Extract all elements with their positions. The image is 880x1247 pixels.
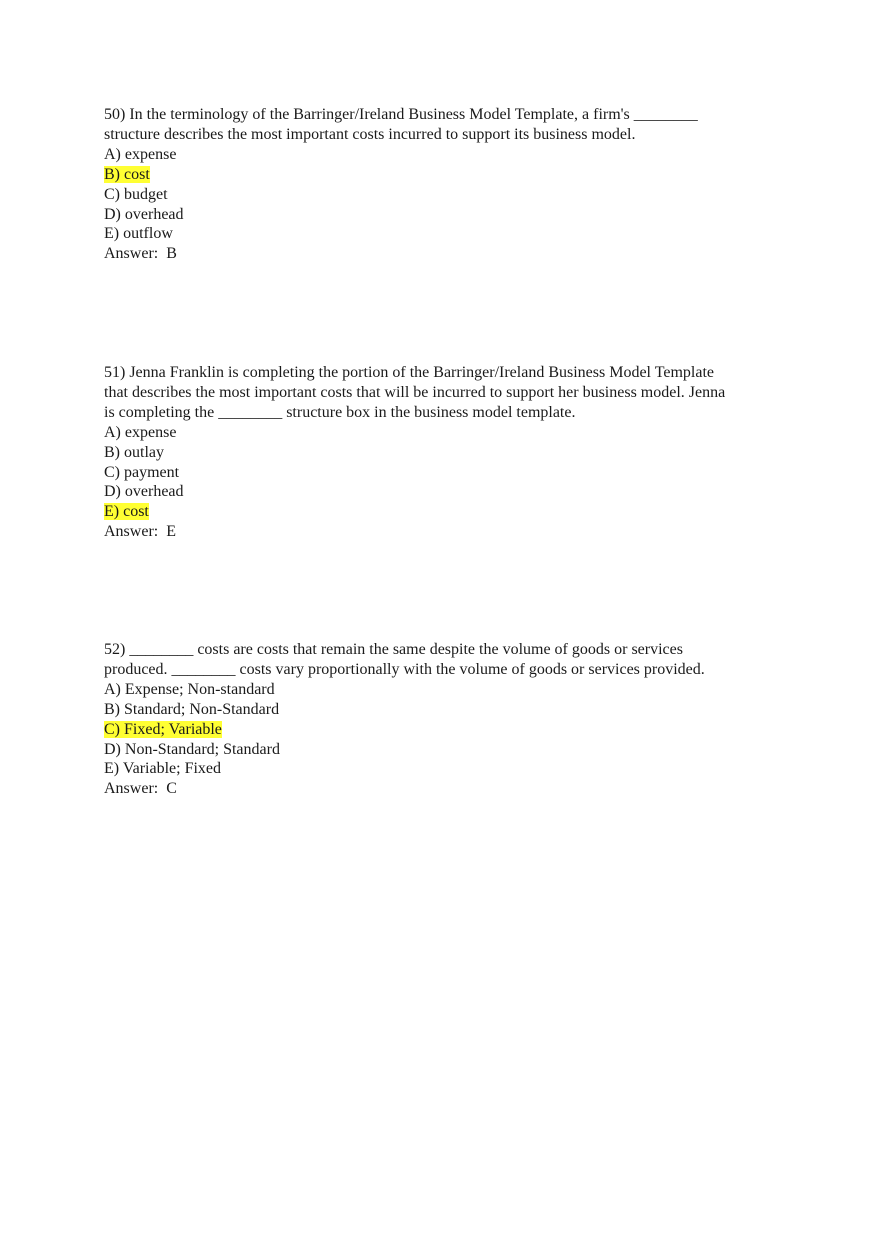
option-d: D) overhead (104, 483, 184, 501)
question-stem (104, 363, 784, 423)
stem-line: 50) In the terminology of the Barringer/Ireland Business Model Template, a firm's ________ (104, 106, 698, 123)
question-stem (104, 640, 784, 680)
option-c: C) budget (104, 185, 168, 203)
option-b: B) outlay (104, 443, 164, 461)
option-c-correct: C) Fixed; Variable (104, 720, 222, 738)
question-stem (104, 105, 784, 145)
option-d: D) overhead (104, 205, 184, 223)
answer-line: Answer: E (104, 523, 176, 541)
option-b-correct: B) cost (104, 165, 150, 183)
option-a: A) expense (104, 145, 177, 163)
options-list (104, 423, 784, 523)
option-e: E) outflow (104, 225, 173, 243)
option-e: E) Variable; Fixed (104, 760, 222, 778)
option-d: D) Non-Standard; Standard (104, 740, 280, 758)
stem-line: that describes the most important costs that will be incurred to support her business model. Jenna (104, 383, 726, 401)
option-a: A) Expense; Non-standard (104, 680, 275, 698)
answer-line: Answer: B (104, 245, 177, 263)
stem-line: is completing the ________ structure box in the business model template. (104, 403, 576, 421)
stem-line: 52) ________ costs are costs that remain the same despite the volume of goods or services (104, 641, 683, 658)
question-50 (104, 105, 784, 264)
answer-line: Answer: C (104, 780, 177, 798)
option-a: A) expense (104, 423, 177, 441)
stem-line: 51) Jenna Franklin is completing the portion of the Barringer/Ireland Business Model Template (104, 364, 715, 381)
options-list (104, 145, 784, 245)
question-52 (104, 640, 784, 799)
stem-line: structure describes the most important costs incurred to support its business model. (104, 125, 636, 143)
option-c: C) payment (104, 463, 180, 481)
options-list (104, 680, 784, 780)
question-51 (104, 363, 784, 542)
option-e-correct: E) cost (104, 503, 149, 521)
option-b: B) Standard; Non-Standard (104, 700, 280, 718)
stem-line: produced. ________ costs vary proportionally with the volume of goods or services provided. (104, 660, 705, 678)
